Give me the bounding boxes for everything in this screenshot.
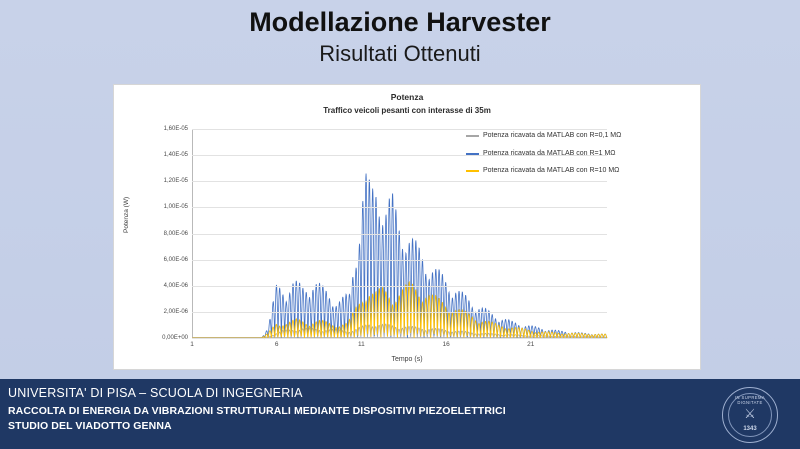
seal-motto: IN SUPREMA DIGNITATE (734, 395, 766, 405)
x-axis-tick-label: 6 (274, 341, 279, 348)
plot-wrapper (114, 85, 700, 369)
x-axis-tick-label: 1 (190, 341, 194, 348)
grid-line (192, 129, 607, 130)
y-axis-tick-label: 1,40E-05 (163, 152, 188, 159)
footer-thesis-title: RACCOLTA DI ENERGIA DA VIBRAZIONI STRUTTURALI MEDIANTE DISPOSITIVI PIEZOELETTRICI (8, 405, 506, 417)
legend-swatch-icon (466, 170, 479, 172)
legend-label: Potenza ricavata da MATLAB con R=1 MΩ (483, 149, 616, 157)
y-axis-tick-label: 2,00E-06 (163, 308, 188, 315)
y-axis-tick-label: 1,60E-05 (163, 126, 188, 132)
grid-line (192, 312, 607, 313)
chart-subtitle: Traffico veicoli pesanti con interasse di 35m (323, 106, 491, 115)
page-subtitle: Risultati Ottenuti (319, 41, 481, 66)
page-title: Modellazione Harvester (249, 7, 551, 37)
y-axis-tick-label: 8,00E-06 (163, 230, 188, 237)
legend-swatch-icon (466, 153, 479, 155)
seal-crest-icon: ⚔ (744, 406, 756, 421)
legend-label: Potenza ricavata da MATLAB con R=0,1 MΩ (483, 132, 622, 139)
grid-line (192, 338, 607, 339)
legend-item (466, 166, 644, 176)
legend-label: Potenza ricavata da MATLAB con R=10 MΩ (483, 167, 620, 174)
y-axis-tick-label: 1,00E-05 (163, 204, 188, 211)
title-block (0, 6, 800, 68)
footer-thesis-subtitle: STUDIO DEL VIADOTTO GENNA (8, 420, 172, 432)
footer-bar (0, 379, 800, 449)
y-axis-tick-label: 6,00E-06 (163, 256, 188, 263)
grid-line (192, 286, 607, 287)
x-axis-tick-label: 16 (442, 341, 450, 348)
chart-title: Potenza (390, 92, 424, 102)
legend-swatch-icon (466, 135, 479, 137)
chart-panel (113, 84, 701, 370)
grid-line (192, 260, 607, 261)
y-axis-label: Potenza (W) (123, 196, 130, 233)
x-axis-label: Tempo (s) (391, 356, 423, 363)
university-seal-icon (722, 387, 778, 443)
legend-item (466, 131, 644, 141)
series-line (192, 324, 607, 338)
footer-university: UNIVERSITA' DI PISA – SCUOLA DI INGEGNERIA (8, 386, 303, 400)
x-axis-tick-label: 11 (358, 341, 365, 348)
y-axis-tick-label: 4,00E-06 (163, 282, 188, 289)
y-axis-tick-label: 0,00E+00 (162, 335, 188, 341)
seal-year: 1343 (743, 426, 757, 432)
x-axis-tick-label: 21 (527, 341, 535, 348)
grid-line (192, 207, 607, 208)
chart-legend (466, 131, 644, 184)
series-line (192, 174, 607, 338)
grid-line (192, 234, 607, 235)
y-axis-tick-label: 1,20E-05 (163, 178, 188, 185)
legend-item (466, 149, 644, 159)
